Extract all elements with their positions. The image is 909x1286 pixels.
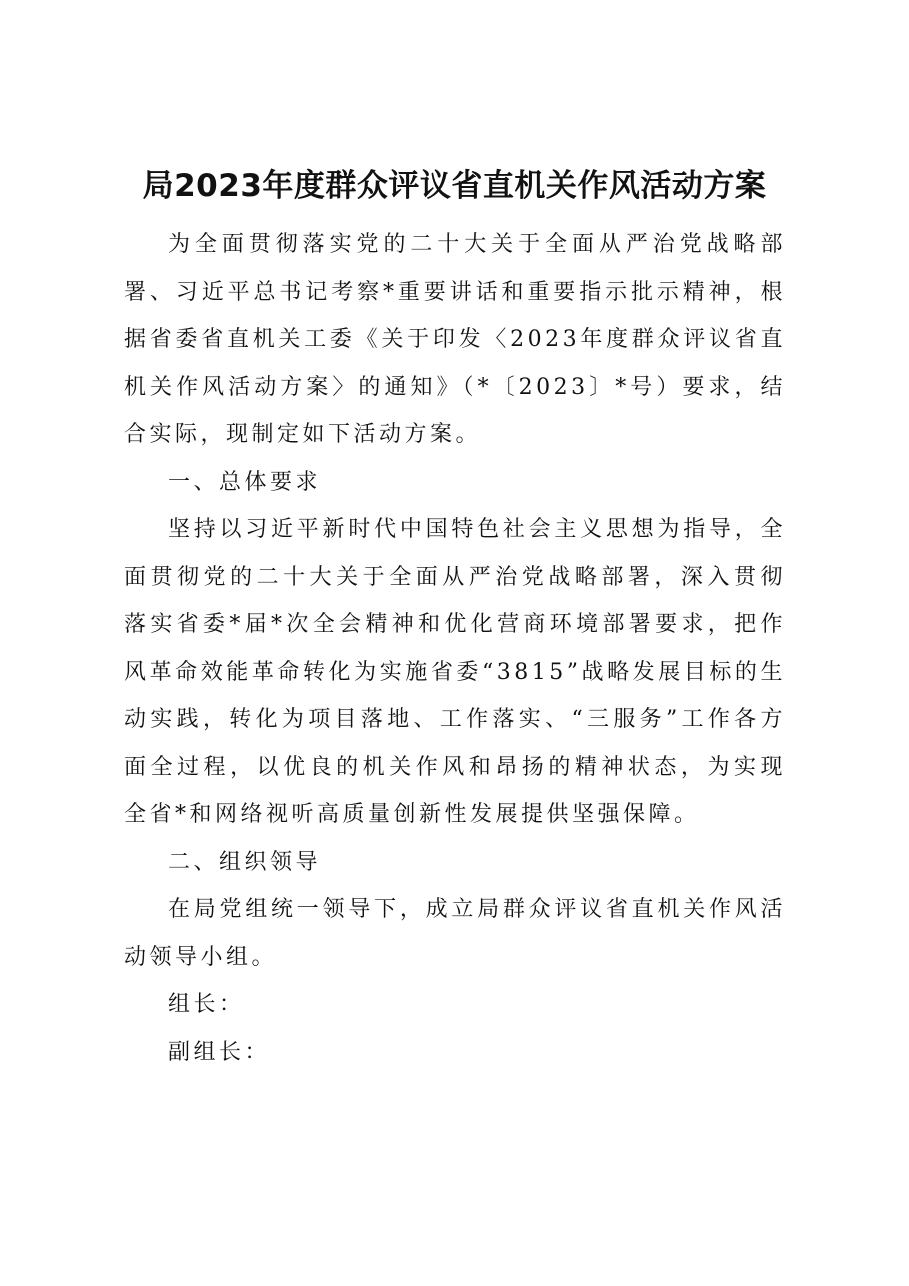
document-body [124, 221, 786, 1076]
document-title: 局2023年度群众评议省直机关作风活动方案 [142, 168, 767, 204]
deputy-group-leader-line: 副组长： [168, 1039, 271, 1065]
group-leader-line: 组长： [168, 992, 245, 1017]
section-heading-general-requirements: 一、总体要求 [168, 469, 322, 495]
general-requirements-paragraph: 坚持以习近平新时代中国特色社会主义思想为指导，全面贯彻党的二十大关于全面从严治党战略部署，深入贯彻落实省委*届*次全会精神和优化营商环境部署要求，把作风革命效能革命转化为实施省委“3815”战略发展目标的生动实践，转化为项目落地、工作落实、“三服务”工作各方面全过程，以优良的机关作风和昂扬的精神状态，为实现全省*和网络视听高质量创新性发展提供坚强保障。 [124, 517, 786, 827]
intro-paragraph: 为全面贯彻落实党的二十大关于全面从严治党战略部署、习近平总书记考察*重要讲话和重要指示批示精神，根据省委省直机关工委《关于印发〈2023年度群众评议省直机关作风活动方案〉的通知》（*〔2023〕*号）要求，结合实际，现制定如下活动方案。 [124, 232, 786, 447]
section-heading-organization-leadership: 二、组织领导 [168, 849, 322, 875]
organization-leadership-paragraph: 在局党组统一领导下，成立局群众评议省直机关作风活动领导小组。 [124, 897, 786, 970]
